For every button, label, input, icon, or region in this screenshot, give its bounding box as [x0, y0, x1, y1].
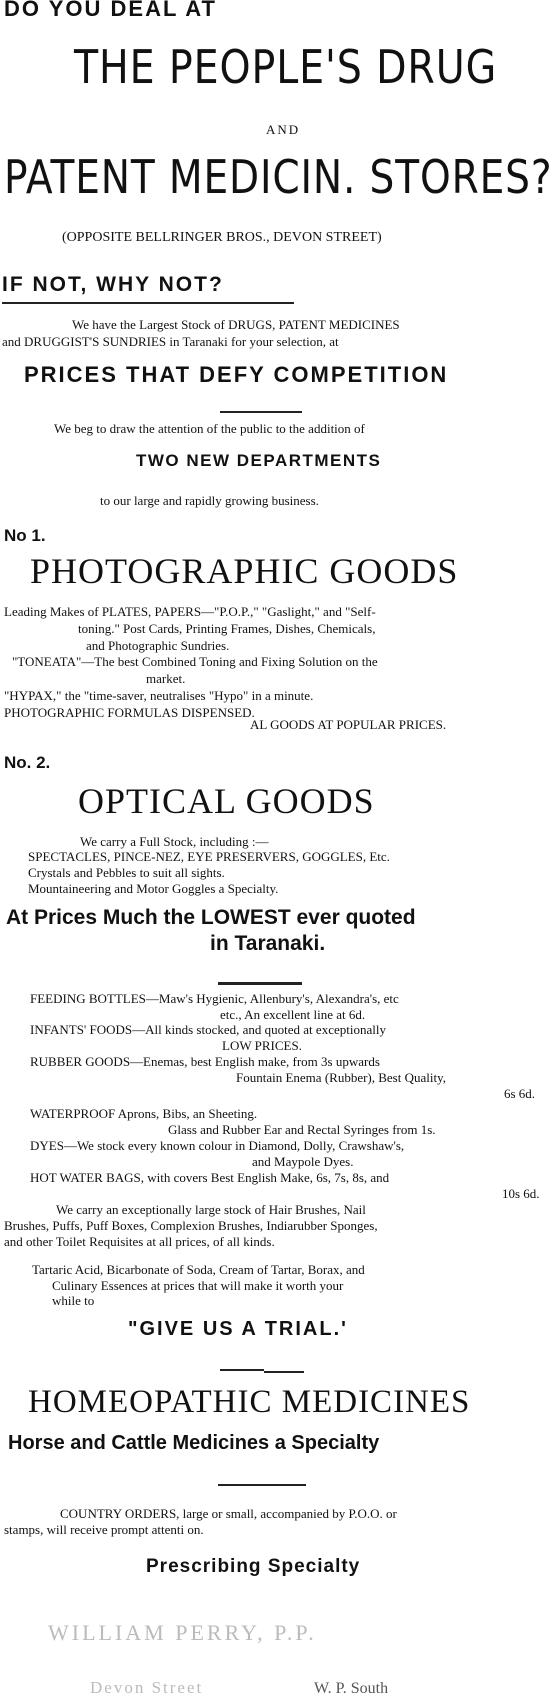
- faint-proprietor-name: WILLIAM PERRY, P.P.: [48, 1620, 317, 1645]
- hot-water-bags: HOT WATER BAGS, with covers Best English Make, 6s, 7s, 8s, and: [30, 1170, 390, 1185]
- dept1-number: No 1.: [4, 526, 46, 545]
- homeopathic-title: HOMEOPATHIC MEDICINES: [28, 1384, 471, 1420]
- header-and: AND: [266, 122, 301, 137]
- intro-line-1: We have the Largest Stock of DRUGS, PATENT MEDICINES: [72, 317, 400, 332]
- infants-foods-2: LOW PRICES.: [222, 1038, 302, 1053]
- header-address: (OPPOSITE BELLRINGER BROS., DEVON STREET): [62, 230, 382, 245]
- dept1-line-1: Leading Makes of PLATES, PAPERS—"P.O.P.," "Gaslight," and "Self-: [4, 604, 376, 619]
- divider-rule: [218, 982, 302, 985]
- prices-headline: PRICES THAT DEFY COMPETITION: [24, 362, 449, 387]
- rubber-goods: RUBBER GOODS—Enemas, best English make, from 3s upwards: [30, 1054, 380, 1069]
- header-do-you-deal: DO YOU DEAL AT: [4, 0, 217, 21]
- divider-rule: [220, 1369, 264, 1371]
- header-if-not: IF NOT, WHY NOT?: [2, 273, 224, 296]
- divider-rule: [218, 1484, 306, 1486]
- dept1-line-4: "TONEATA"—The best Combined Toning and Fixing Solution on the: [12, 654, 378, 669]
- dept1-line-2: toning." Post Cards, Printing Frames, Dishes, Chemicals,: [78, 621, 376, 636]
- rubber-goods-2: Fountain Enema (Rubber), Best Quality,: [236, 1070, 447, 1085]
- dept2-line-1: We carry a Full Stock, including :—: [80, 834, 269, 849]
- divider-rule: [264, 1371, 304, 1373]
- lowest-headline-1: At Prices Much the LOWEST ever quoted: [6, 906, 416, 929]
- give-us-a-trial: "GIVE US A TRIAL.': [128, 1318, 348, 1340]
- prescribing-specialty: Prescribing Specialty: [146, 1556, 361, 1577]
- tartaric-2: Culinary Essences at prices that will make it worth your: [52, 1278, 344, 1293]
- header-underline: [2, 302, 294, 304]
- dept1-line-6: "HYPAX," the "time-saver, neutralises "Hypo" in a minute.: [4, 688, 314, 703]
- dyes-2: and Maypole Dyes.: [252, 1154, 354, 1169]
- toilet-para-2: Brushes, Puffs, Puff Boxes, Complexion Brushes, Indiarubber Sponges,: [4, 1218, 378, 1233]
- dept1-line-7: PHOTOGRAPHIC FORMULAS DISPENSED.: [4, 705, 255, 720]
- waterproof-2: Glass and Rubber Ear and Rectal Syringes from 1s.: [168, 1122, 436, 1137]
- toilet-para-3: and other Toilet Requisites at all prices, of all kinds.: [4, 1234, 275, 1249]
- feeding-bottles: FEEDING BOTTLES—Maw's Hygienic, Allenbury's, Alexandra's, etc: [30, 991, 399, 1006]
- rubber-goods-3: 6s 6d.: [504, 1086, 536, 1101]
- signature-line: W. P. South: [314, 1680, 389, 1697]
- intro-growing: to our large and rapidly growing business.: [100, 493, 319, 508]
- dept1-line-5: market.: [146, 671, 186, 686]
- intro-beg: We beg to draw the attention of the public to the addition of: [54, 421, 365, 436]
- header-patent-medicine: PATENT MEDICIN. STORES?: [4, 150, 553, 204]
- dept2-line-3: Crystals and Pebbles to suit all sights.: [28, 865, 225, 880]
- dept2-line-2: SPECTACLES, PINCE-NEZ, EYE PRESERVERS, GOGGLES, Etc.: [28, 849, 390, 864]
- infants-foods: INFANTS' FOODS—All kinds stocked, and quoted at exceptionally: [30, 1022, 386, 1037]
- two-departments: TWO NEW DEPARTMENTS: [136, 451, 382, 470]
- lowest-headline-2: in Taranaki.: [210, 932, 326, 955]
- waterproof: WATERPROOF Aprons, Bibs, an Sheeting.: [30, 1106, 258, 1121]
- toilet-para-1: We carry an exceptionally large stock of Hair Brushes, Nail: [56, 1202, 366, 1217]
- dyes: DYES—We stock every known colour in Diamond, Dolly, Crawshaw's,: [30, 1138, 405, 1153]
- feeding-bottles-2: etc., An excellent line at 6d.: [220, 1007, 366, 1022]
- horse-cattle-specialty: Horse and Cattle Medicines a Specialty: [8, 1432, 380, 1454]
- intro-line-2: and DRUGGIST'S SUNDRIES in Taranaki for your selection, at: [2, 334, 339, 349]
- tartaric-3: while to: [52, 1293, 95, 1308]
- dept1-title: PHOTOGRAPHIC GOODS: [30, 551, 459, 591]
- country-orders-2: stamps, will receive prompt attenti on.: [4, 1522, 204, 1537]
- dept1-line-8: AL GOODS AT POPULAR PRICES.: [250, 717, 447, 732]
- divider-rule: [220, 411, 302, 413]
- country-orders-1: COUNTRY ORDERS, large or small, accompanied by P.O.O. or: [60, 1506, 397, 1521]
- dept1-line-3: and Photographic Sundries.: [86, 638, 230, 653]
- dept2-number: No. 2.: [4, 753, 51, 772]
- dept2-line-4: Mountaineering and Motor Goggles a Specialty.: [28, 881, 279, 896]
- dept2-title: OPTICAL GOODS: [78, 781, 375, 821]
- tartaric-1: Tartaric Acid, Bicarbonate of Soda, Cream of Tartar, Borax, and: [32, 1262, 365, 1277]
- hot-water-bags-2: 10s 6d.: [502, 1186, 540, 1201]
- faint-address: Devon Street: [90, 1678, 204, 1697]
- header-peoples-drug: THE PEOPLE'S DRUG: [74, 40, 498, 94]
